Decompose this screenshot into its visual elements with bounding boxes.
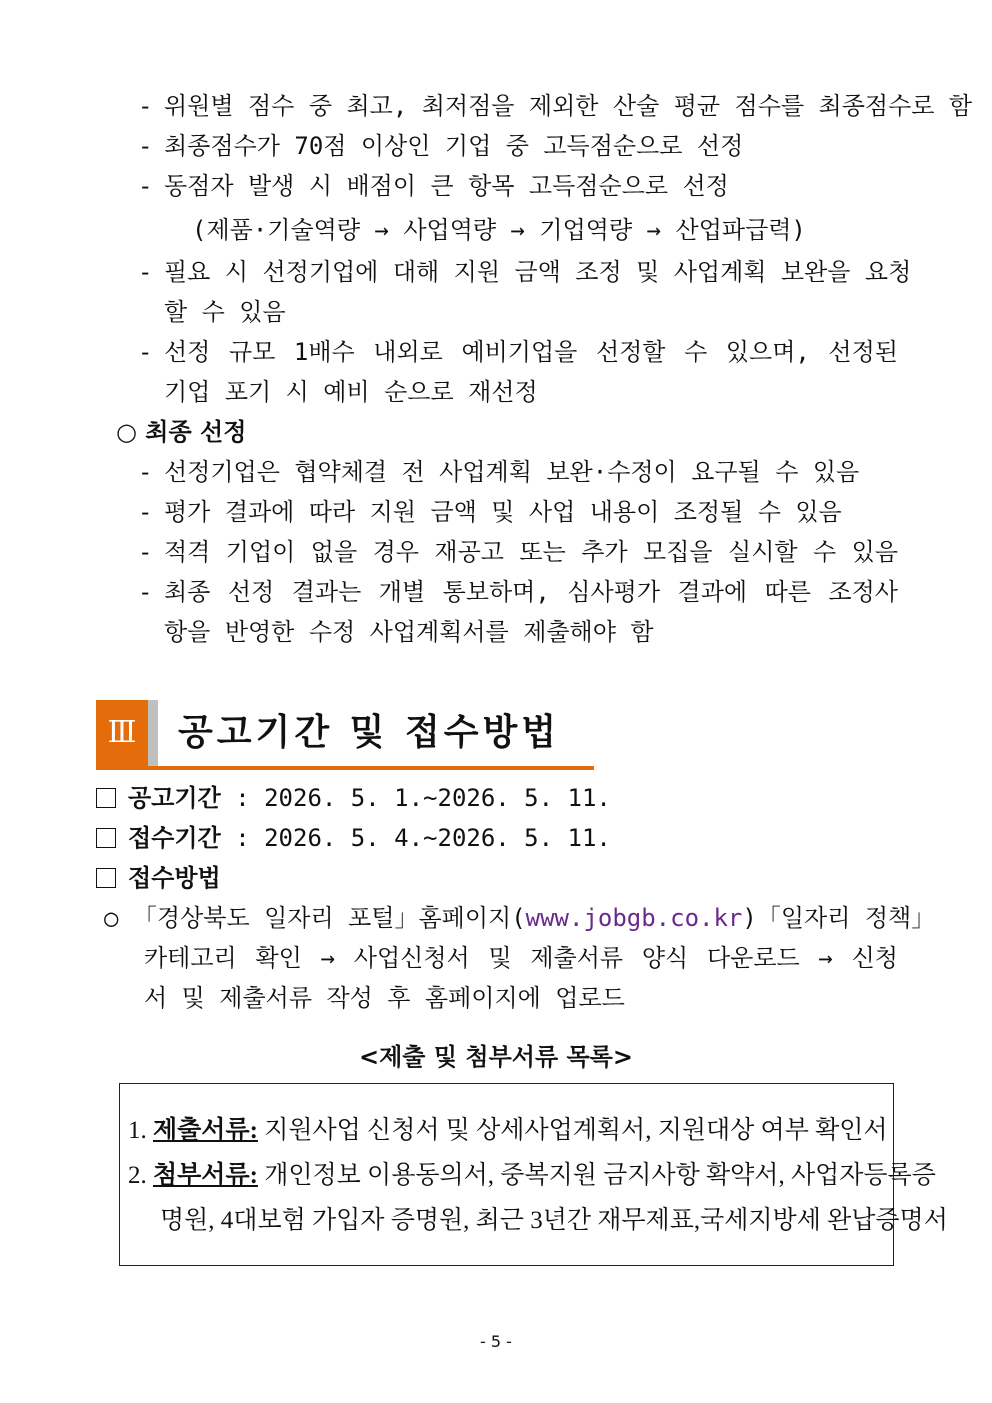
list-item-continuation: 기업 포기 시 예비 순으로 재선정 — [164, 378, 538, 406]
list-item — [138, 496, 898, 528]
list-item-text: 동점자 발생 시 배점이 큰 항목 고득점순으로 선정 — [164, 172, 729, 200]
attachment-label: 첨부서류: — [153, 1162, 258, 1189]
list-item — [138, 256, 912, 288]
list-item-text: 최종점수가 70점 이상인 기업 중 고득점순으로 선정 — [164, 132, 744, 160]
list-item-continuation: 할 수 있음 — [164, 298, 286, 326]
dash-bullet: - — [138, 92, 153, 120]
announcement-period — [96, 782, 611, 814]
section-underline — [96, 766, 594, 770]
dash-bullet: - — [138, 498, 153, 526]
page-number: - 5 - — [480, 1332, 512, 1351]
section-title: 공고기간 및 접수방법 — [178, 712, 561, 753]
reception-period-label: 접수기간 — [128, 824, 221, 852]
list-item-continuation: 항을 반영한 수정 사업계획서를 제출해야 함 — [164, 618, 654, 646]
attachment-number: 2. — [128, 1162, 147, 1189]
method-line: 카테고리 확인 → 사업신청서 및 제출서류 양식 다운로드 → 신청 — [144, 944, 898, 972]
list-item-text: 필요 시 선정기업에 대해 지원 금액 조정 및 사업계획 보완을 요청 — [164, 258, 912, 286]
attachment-text: 개인정보 이용동의서, 중복지원 금지사항 확약서, 사업자등록증 — [257, 1162, 936, 1189]
dash-bullet: - — [138, 258, 153, 286]
list-item-text: 선정 규모 1배수 내외로 예비기업을 선정할 수 있으며, 선정된 — [164, 338, 898, 366]
reception-period — [96, 822, 611, 854]
list-item — [138, 336, 898, 368]
dash-bullet: - — [138, 132, 153, 160]
reception-method-label: 접수방법 — [128, 864, 221, 892]
reception-method — [96, 862, 221, 894]
attachment-continuation: 명원, 4대보험 가입자 증명원, 최근 3년간 재무제표,국세지방세 완납증명서 — [160, 1207, 948, 1234]
method-line: 서 및 제출서류 작성 후 홈페이지에 업로드 — [144, 984, 625, 1012]
attachment-number: 1. — [128, 1117, 147, 1144]
attachment-item — [128, 1114, 888, 1148]
final-selection-heading: ○ 최종 선정 — [116, 418, 247, 446]
list-item — [138, 90, 973, 122]
dash-bullet: - — [138, 338, 153, 366]
reception-period-value: : 2026. 5. 4.~2026. 5. 11. — [220, 824, 611, 852]
list-item-text: 위원별 점수 중 최고, 최저점을 제외한 산술 평균 점수를 최종점수로 함 — [164, 92, 973, 120]
list-item-text: 적격 기업이 없을 경우 재공고 또는 추가 모집을 실시할 수 있음 — [164, 538, 898, 566]
list-item — [138, 456, 898, 488]
dash-bullet: - — [138, 458, 153, 486]
list-item-text: 평가 결과에 따라 지원 금액 및 사업 내용이 조정될 수 있음 — [164, 498, 842, 526]
list-item — [138, 576, 898, 608]
announcement-period-value: : 2026. 5. 1.~2026. 5. 11. — [220, 784, 611, 812]
attachment-list-caption: <제출 및 첨부서류 목록> — [359, 1043, 633, 1071]
list-item — [138, 536, 898, 568]
dash-bullet: - — [138, 578, 153, 606]
checkbox-icon — [96, 868, 116, 888]
list-item-text: 선정기업은 협약체결 전 사업계획 보완·수정이 요구될 수 있음 — [164, 458, 860, 486]
list-item — [138, 170, 898, 202]
dash-bullet: - — [138, 538, 153, 566]
dash-bullet: - — [138, 172, 153, 200]
section-divider — [148, 700, 158, 766]
list-item-text: 최종 선정 결과는 개별 통보하며, 심사평가 결과에 따른 조정사 — [164, 578, 898, 606]
attachment-text: 지원사업 신청서 및 상세사업계획서, 지원대상 여부 확인서 — [257, 1117, 888, 1144]
section-number: Ⅲ — [96, 700, 148, 766]
method-text: ○ 「경상북도 일자리 포털」홈페이지( — [104, 904, 526, 932]
checkbox-icon — [96, 828, 116, 848]
method-line — [104, 902, 936, 934]
announcement-period-label: 공고기간 — [128, 784, 221, 812]
checkbox-icon — [96, 788, 116, 808]
attachment-label: 제출서류: — [153, 1117, 258, 1144]
list-item — [138, 130, 898, 162]
priority-note: (제품·기술역량 → 사업역량 → 기업역량 → 산업파급력) — [192, 216, 806, 244]
method-text: )「일자리 정책」 — [742, 904, 936, 932]
section-header — [96, 700, 594, 770]
portal-link[interactable]: www.jobgb.co.kr — [525, 904, 743, 932]
attachment-item — [128, 1159, 936, 1193]
